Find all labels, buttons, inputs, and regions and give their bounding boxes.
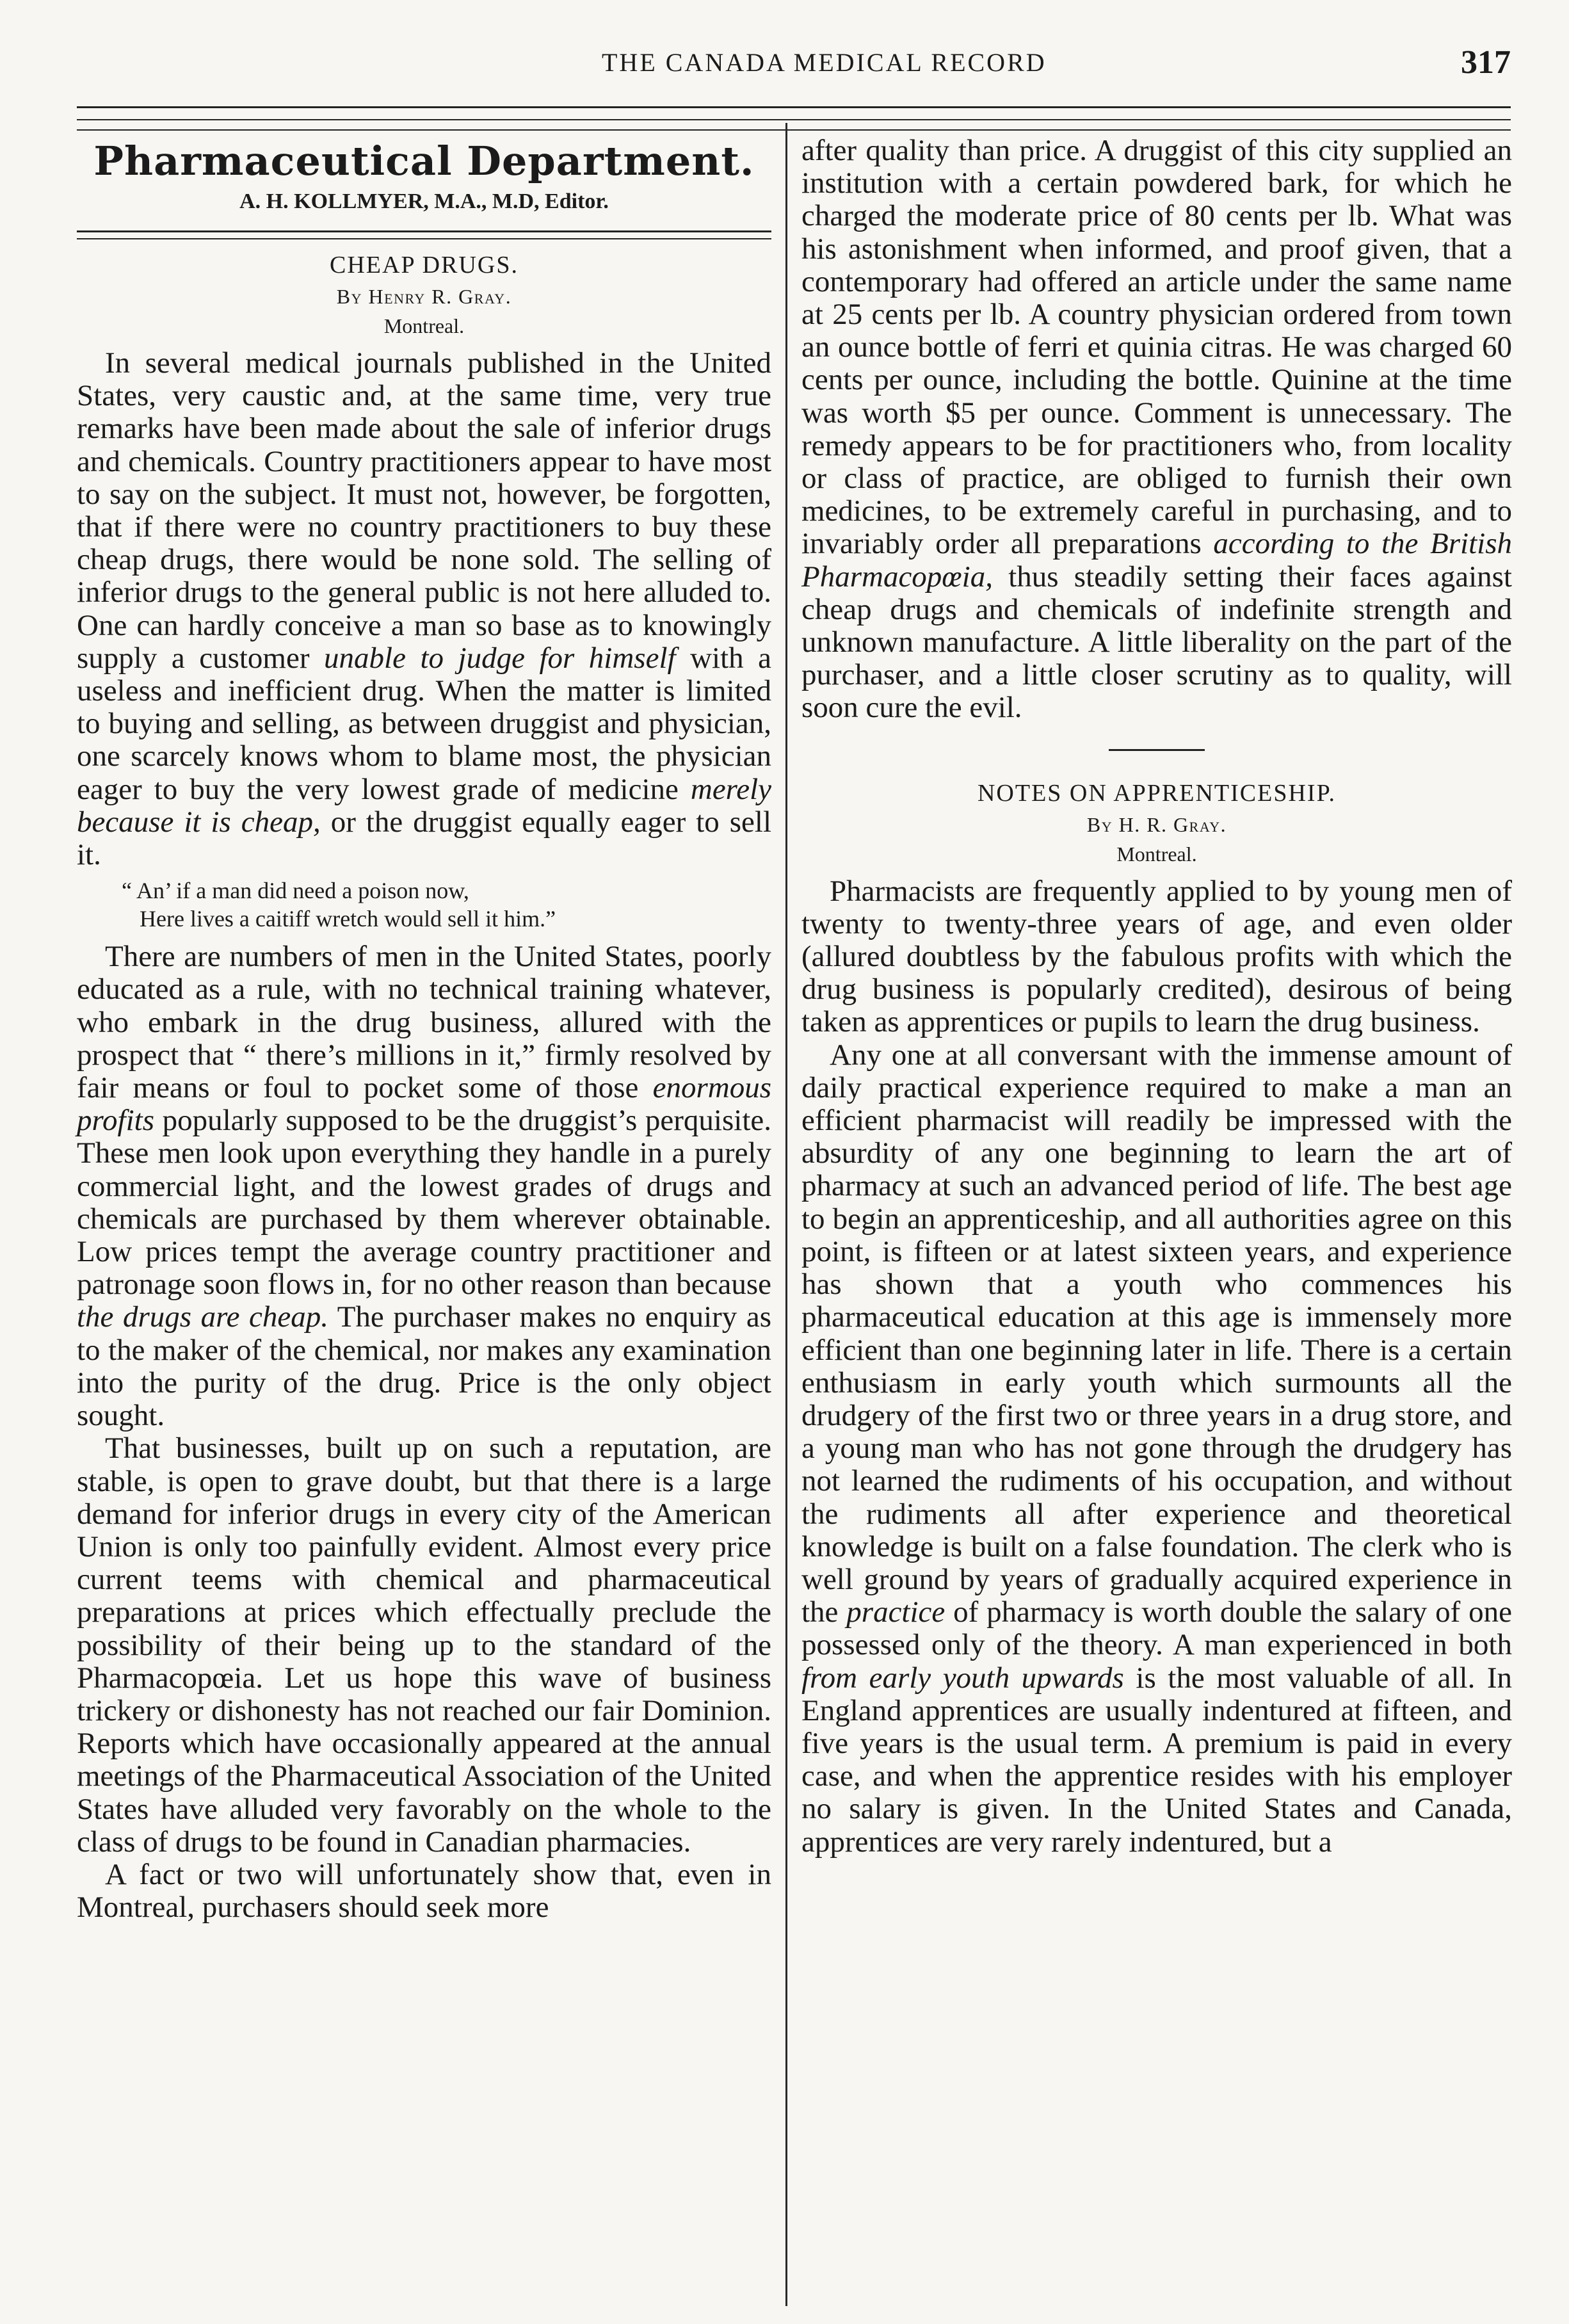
paragraph: That businesses, built up on such a reputation, are stable, is open to grave doubt, but that there is a large demand for inferior drugs in every city of the American Union is only too painfully evident. Almost every price current teems with chemical and pharmaceutical preparations at prices which effectually preclude the possibility of their being up to the standard of the Pharmacopœia. Let us hope this wave of business trickery or dishonesty has not reached our fair Dominion. Reports which have occasionally appeared at the annual meetings of the Pharmaceutical Association of the United States have alluded very favorably on the whole to the class of drugs to be found in Canadian pharmacies. bbox=[77, 1432, 771, 1859]
article-place: Montreal. bbox=[1116, 842, 1197, 866]
editor-line: A. H. KOLLMYER, M.A., M.D, Editor. bbox=[239, 190, 609, 213]
paragraph-text: of pharmacy is worth double the salary of one possessed only of the theory. A man experienced in both bbox=[801, 1595, 1513, 1662]
paragraph-text: thus steadily setting their faces against cheap drugs and chemicals of indefinite strength and unknown manufacture. A little liberality on the part of the purchaser, and a little closer scrutiny as to quality, will soon cure the evil. bbox=[801, 560, 1512, 725]
column-divider bbox=[785, 123, 787, 2306]
quote-line: Here lives a caitiff wretch would sell it him.” bbox=[140, 906, 556, 932]
italic-phrase: practice bbox=[846, 1595, 945, 1629]
italic-phrase: merely because it is cheap, bbox=[77, 772, 772, 839]
article-byline: By Henry R. Gray. bbox=[336, 285, 512, 308]
article-separator-rule bbox=[1109, 749, 1205, 751]
paragraph: A fact or two will unfortunately show that, even in Montreal, purchasers should seek more bbox=[77, 1857, 771, 1925]
paragraph-text: There are numbers of men in the United States, poorly educated as a rule, with no technical training whatever, who embark in the drug business, allured with the prospect that “ there’s millions in it,” firmly resolved by fair means or foul to pocket some of those bbox=[77, 940, 771, 1105]
verse-quote bbox=[122, 876, 771, 933]
article-title-cheap-drugs: CHEAP DRUGS. bbox=[330, 252, 519, 278]
paragraph: Pharmacists are frequently applied to by young men of twenty to twenty-three years of age, and even older (allured doubtless by the fabulous profits with which the drug business is popularly credited), desirous of being taken as apprentices or pupils to learn the drug business. bbox=[801, 874, 1512, 1039]
paragraph bbox=[77, 940, 771, 1432]
running-head bbox=[77, 44, 1511, 88]
left-column bbox=[77, 134, 771, 1924]
paragraph-text: popularly supposed to be the druggist’s perquisite. These men look upon everything they handle in a purely commercial light, and the lowest grades of drugs and chemicals are purchased by them wherever obtainable. Low prices tempt the average country practitioner and patronage soon flows in, for no other reason than because bbox=[77, 1104, 772, 1302]
paragraph-text: is the most valuable of all. In England apprentices are usually indentured at fifteen, and five years is the usual term. A premium is paid in every case, and when the apprentice resides with his employer no salary is given. In the United States and Canada, apprentices are very rarely indentured, but a bbox=[801, 1661, 1513, 1859]
header-rule-thin bbox=[77, 119, 1511, 120]
italic-phrase: according to the British Pharmacopœia, bbox=[801, 527, 1512, 593]
quote-line: “ An’ if a man did need a poison now, bbox=[122, 878, 469, 904]
paragraph-text: The purchaser makes no enquiry as to the maker of the chemical, nor makes any examination into the purity of the drug. Price is the only object sought. bbox=[77, 1300, 771, 1433]
paragraph bbox=[77, 347, 771, 871]
header-rule-thin-lower bbox=[77, 129, 1511, 131]
italic-phrase: from early youth upwards bbox=[801, 1661, 1124, 1695]
section-double-rule bbox=[77, 230, 771, 239]
article-title-apprenticeship: NOTES ON APPRENTICESHIP. bbox=[977, 779, 1337, 807]
department-title: Pharmaceutical Department. bbox=[93, 138, 755, 184]
page-number: 317 bbox=[1461, 44, 1511, 81]
paragraph bbox=[801, 1039, 1512, 1859]
header-rule bbox=[77, 106, 1511, 108]
paragraph-text: In several medical journals published in the United States, very caustic and, at the same time, very true remarks have been made about the sale of inferior drugs and chemicals. Country practitioners appear to have most to say on the subject. It must not, however, be forgotten, that if there were no country practitioners to buy these cheap drugs, there would be none sold. The selling of inferior drugs to the general public is not here alluded to. One can hardly conceive a man so base as to knowingly supply a customer bbox=[77, 346, 771, 675]
paragraph-text: Any one at all conversant with the immense amount of daily practical experience required to make a man an efficient pharmacist will readily be impressed with the absurdity of any one beginning to learn the art of pharmacy at such an advanced period of life. The best age to begin an apprenticeship, and all authorities agree on this point, is fifteen or at latest sixteen years, and experience has shown that a youth who commences his pharmaceutical education at this age is immensely more efficient than one beginning later in life. There is a certain enthusiasm in early youth which surmounts all the drudgery of the first two or three years in a drug store, and a young man who has not gone through the drudgery has not learned the rudiments of his occupation, and without the rudiments all after experience and theoretical knowledge is built on a false foundation. The clerk who is well ground by years of gradually acquired experience in the bbox=[801, 1038, 1512, 1629]
article-place: Montreal. bbox=[383, 314, 465, 337]
italic-phrase: enormous profits bbox=[77, 1071, 772, 1138]
running-title: THE CANADA MEDICAL RECORD bbox=[602, 48, 1047, 77]
paragraph-text: with a useless and inefficient drug. When the matter is limited to buying and selling, as between druggist and physician, one scarcely knows whom to blame most, the physician eager to buy the very lowest grade of medicine bbox=[77, 641, 772, 806]
article-byline: By H. R. Gray. bbox=[1086, 812, 1227, 836]
paragraph-text: or the druggist equally eager to sell it. bbox=[77, 805, 772, 872]
paragraph-continued bbox=[801, 134, 1512, 725]
paragraph-text: after quality than price. A druggist of this city supplied an institution with a certain powdered bark, for which he charged the moderate price of 80 cents per lb. What was his astonishment when informed, and proof given, that a contemporary had offered an article under the same name at 25 cents per lb. A country physician ordered from town an ounce bottle of ferri et quinia citras. He was charged 60 cents per ounce, including the bottle. Quinine at the time was worth $5 per ounce. Comment is unnecessary. The remedy appears to be for practitioners who, from locality or class of practice, are obliged to furnish their own medicines, to be extremely careful in purchasing, and to invariably order all preparations bbox=[801, 134, 1512, 561]
italic-phrase: unable to judge for himself bbox=[324, 641, 676, 675]
right-column bbox=[801, 134, 1512, 1859]
italic-phrase: the drugs are cheap. bbox=[77, 1300, 329, 1334]
